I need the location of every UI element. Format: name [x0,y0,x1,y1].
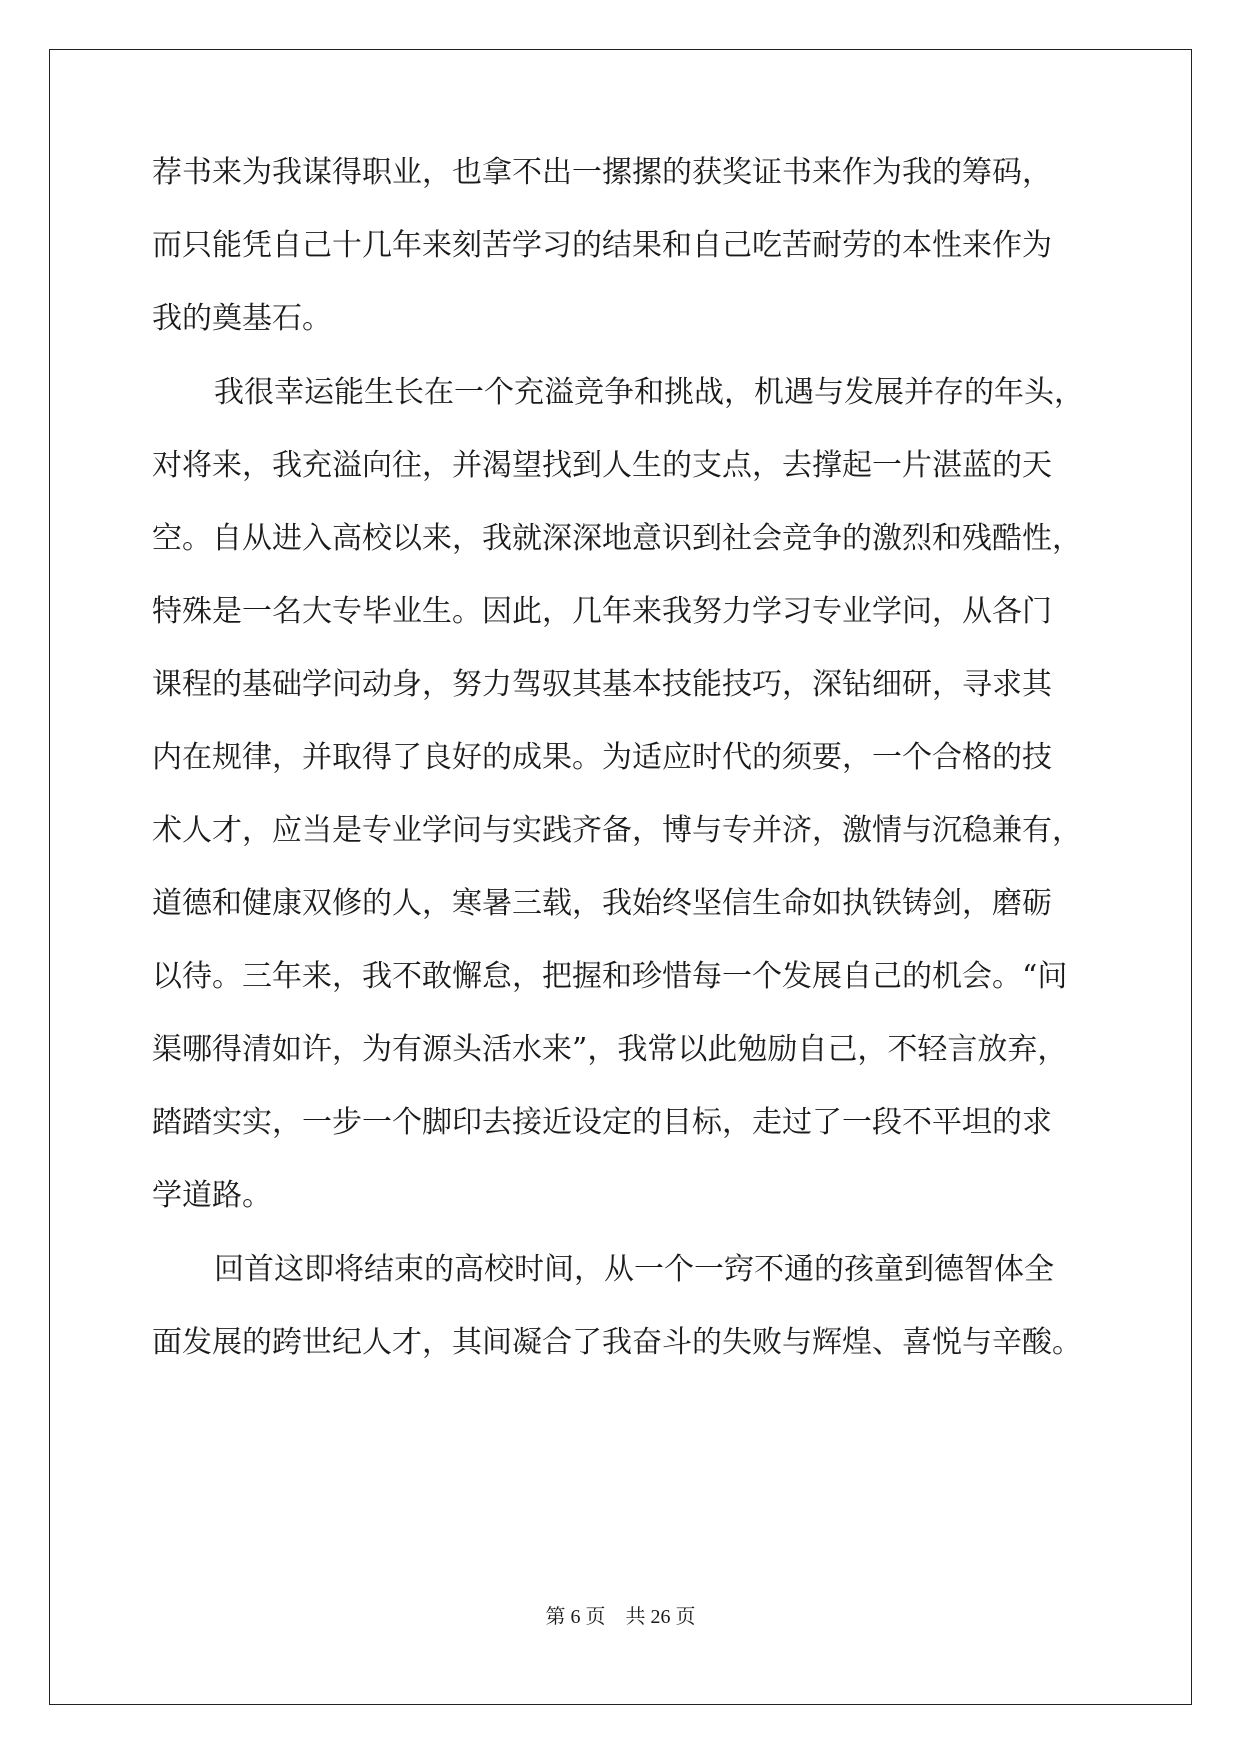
body-text-line: 特殊是一名大专毕业生。因此，几年来我努力学习专业学问，从各门 [152,594,1052,629]
body-text-line: 术人才，应当是专业学问与实践齐备，博与专并济，激情与沉稳兼有， [152,813,1082,848]
page-border [49,49,1192,1705]
body-text-line: 我的奠基石。 [152,301,332,336]
body-text-line: 面发展的跨世纪人才，其间凝合了我奋斗的失败与辉煌、喜悦与辛酸。 [152,1325,1082,1360]
page-number-footer: 第 6 页 共 26 页 [545,1606,696,1628]
body-text-line: 内在规律，并取得了良好的成果。为适应时代的须要，一个合格的技 [152,740,1052,775]
body-text-line: 踏踏实实，一步一个脚印去接近设定的目标，走过了一段不平坦的求 [152,1105,1052,1140]
body-text-line: 空。自从进入高校以来，我就深深地意识到社会竞争的激烈和残酷性， [152,521,1082,556]
body-text-line: 荐书来为我谋得职业，也拿不出一摞摞的获奖证书来作为我的筹码， [152,155,1052,190]
body-text-line: 课程的基础学问动身，努力驾驭其基本技能技巧，深钻细研，寻求其 [152,667,1052,702]
body-text-line: 渠哪得清如许，为有源头活水来”，我常以此勉励自己，不轻言放弃， [152,1032,1068,1067]
body-text-line: 学道路。 [152,1178,272,1213]
body-text-line: 回首这即将结束的高校时间，从一个一窍不通的孩童到德智体全 [214,1252,1054,1287]
body-text-line: 而只能凭自己十几年来刻苦学习的结果和自己吃苦耐劳的本性来作为 [152,228,1052,263]
body-text-line: 以待。三年来，我不敢懈怠，把握和珍惜每一个发展自己的机会。“问 [152,959,1068,994]
body-text-line: 对将来，我充溢向往，并渴望找到人生的支点，去撑起一片湛蓝的天 [152,448,1052,483]
body-text-line: 道德和健康双修的人，寒暑三载，我始终坚信生命如执铁铸剑，磨砺 [152,886,1052,921]
body-text-line: 我很幸运能生长在一个充溢竞争和挑战，机遇与发展并存的年头， [214,375,1084,410]
